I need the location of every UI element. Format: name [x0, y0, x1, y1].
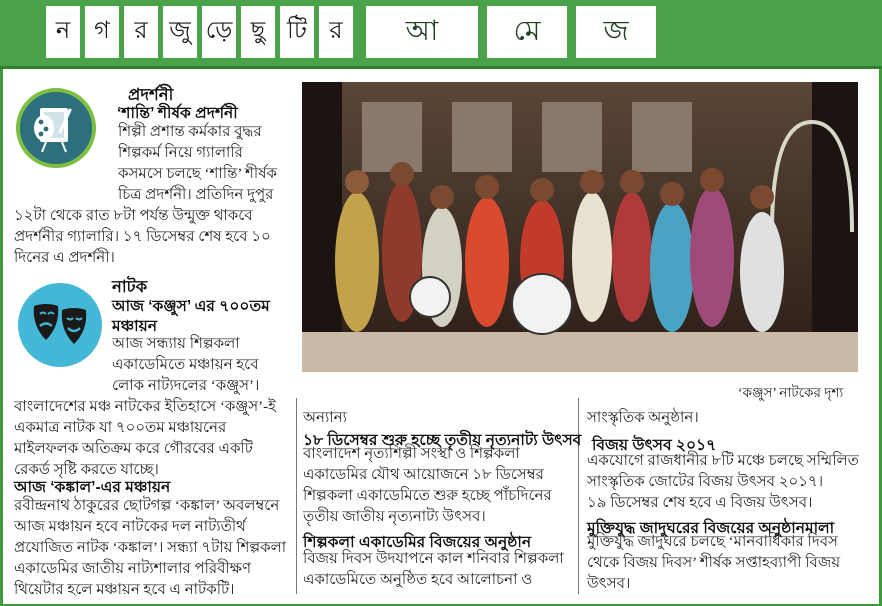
- exhibition-line: কসমসে চলছে ‘শান্তি’ শীর্ষক: [118, 166, 277, 182]
- dance-line: বাংলাদেশ নৃত্যশিল্পী সংস্থা ও শিল্পকলা: [303, 446, 520, 462]
- victory-title: বিজয় উৎসব ২০১৭: [592, 437, 717, 454]
- banner-big-letter: মে: [513, 13, 541, 47]
- drama-category: নাটক: [112, 278, 148, 296]
- kankal-title: আজ ‘কঙ্কাল’-এর মঞ্চায়ন: [14, 479, 171, 496]
- exhibition-line: ১২টা থেকে রাত ৮টা পর্যন্ত উন্মুক্ত থাকবে: [14, 208, 253, 224]
- dance-line: একাডেমির যৌথ আয়োজনে ১৮ ডিসেম্বর: [303, 467, 544, 483]
- dance-category: অন্যান্য: [303, 410, 347, 426]
- column-divider: [296, 398, 297, 594]
- exhibition-line: চিত্র প্রদর্শনী। প্রতিদিন দুপুর: [118, 187, 274, 203]
- exhibition-line: শিল্পকর্ম নিয়ে গ্যালারি: [118, 145, 243, 161]
- banner-big-word: [366, 6, 478, 58]
- drama-line: একমাত্র নাটক যা ৭০০তম মঞ্চায়নের: [14, 420, 227, 436]
- exhibition-title: ‘শান্তি’ শীর্ষক প্রদর্শনী: [117, 105, 238, 122]
- col3-continuation: সাংস্কৃতিক অনুষ্ঠান।: [587, 410, 699, 426]
- banner-title: [46, 6, 661, 58]
- drama-title-line: মঞ্চায়ন: [112, 318, 158, 335]
- drama-line: লোক নাট্যদলের ‘কঞ্জুস’।: [112, 378, 260, 394]
- academy-line: বিজয় দিবস উদযাপনে কাল শনিবার শিল্পকলা: [303, 551, 564, 567]
- museum-title: মুক্তিযুদ্ধ জাদুঘরের বিজয়ের অনুষ্ঠানমালা: [587, 520, 835, 537]
- banner-big-word: [576, 6, 656, 58]
- drama-line: মাইলফলক অতিক্রম করে গৌরবের একটি: [14, 441, 253, 457]
- kankal-line: রবীন্দ্রনাথ ঠাকুরের ছোটগল্প ‘কঙ্কাল’ অবলম্বনে: [14, 498, 280, 514]
- drama-line: বাংলাদেশের মঞ্চ নাটকের ইতিহাসে ‘কঞ্জুস’-ই: [14, 399, 276, 415]
- banner-letter: র: [124, 6, 158, 58]
- kankal-line: প্রযোজিত নাটক ‘কঙ্কাল’। সন্ধ্যা ৭টায় শিল্পকলা: [14, 540, 287, 556]
- stage-photo: [302, 82, 858, 372]
- dance-title: ১৮ ডিসেম্বর শুরু হচ্ছে তৃতীয় নৃত্যনাট্য উৎসব: [303, 432, 582, 449]
- theatre-masks-icon: [18, 283, 102, 367]
- academy-title: শিল্পকলা একাডেমির বিজয়ের অনুষ্ঠান: [303, 534, 532, 551]
- banner-letter: জু: [163, 6, 197, 58]
- victory-line: ১৯ ডিসেম্বর শেষ হবে এ বিজয় উৎসব।: [587, 495, 813, 511]
- museum-line: উৎসব।: [587, 576, 631, 592]
- section-banner: [0, 0, 882, 66]
- kankal-line: একাডেমির জাতীয় নাট্যশালার পরিবীক্ষণ: [14, 561, 252, 577]
- banner-letter: ড়ে: [202, 6, 236, 58]
- drama-title-line: আজ ‘কঞ্জুস’ এর ৭০০তম: [112, 298, 270, 315]
- dance-line: শিল্পকলা একাডেমিতে শুরু হচ্ছে পাঁচদিনের: [303, 488, 552, 504]
- victory-line: সাংস্কৃতিক জোটের বিজয় উৎসব ২০১৭।: [587, 474, 824, 490]
- academy-line: একাডেমিতে অনুষ্ঠিত হবে আলোচনা ও: [303, 572, 533, 588]
- dance-line: তৃতীয় জাতীয় নৃত্যনাট্য উৎসব।: [303, 509, 486, 525]
- victory-line: একযোগে রাজধানীর ৮টি মঞ্চে চলছে সম্মিলিত: [587, 453, 859, 469]
- easel-palette-icon: [16, 88, 96, 168]
- exhibition-line: প্রদর্শনীর গ্যালারি। ১৭ ডিসেম্বর শেষ হবে ১০: [14, 229, 271, 245]
- drama-line: একাডেমিতে মঞ্চায়ন হবে: [112, 357, 259, 373]
- banner-letter: গ: [85, 6, 119, 58]
- museum-line: থেকে বিজয় দিবস’ শীর্ষক সপ্তাহব্যাপী বিজয়: [587, 555, 841, 571]
- banner-big-letter: জ: [603, 13, 629, 47]
- exhibition-category: প্রদর্শনী: [128, 86, 174, 104]
- banner-big-letter: আ: [405, 13, 439, 47]
- kankal-line: থিয়েটার হলে মঞ্চায়ন হবে এ নাটকটি।: [14, 582, 235, 598]
- exhibition-line: দিনের এ প্রদর্শনী।: [14, 250, 115, 266]
- banner-letter: টি: [280, 6, 314, 58]
- banner-letter: র: [319, 6, 353, 58]
- banner-letter: ছু: [241, 6, 275, 58]
- photo-caption: ‘কঞ্জুস’ নাটকের দৃশ্য: [738, 385, 844, 400]
- drama-line: আজ সন্ধ্যায় শিল্পকলা: [112, 336, 240, 352]
- drama-line: রেকর্ড সৃষ্টি করতে যাচ্ছে।: [14, 462, 159, 478]
- exhibition-line: শিল্পী প্রশান্ত কর্মকার বুদ্ধর: [118, 124, 262, 140]
- kankal-line: আজ মঞ্চায়ন হবে নাটকের দল নাট্যতীর্থ: [14, 519, 246, 535]
- museum-line: মুক্তিযুদ্ধ জাদুঘরে চলছে ‘মানবাধিকার দিবস: [587, 534, 838, 550]
- banner-big-word: [487, 6, 567, 58]
- banner-rule: [0, 66, 882, 69]
- banner-letter: ন: [46, 6, 80, 58]
